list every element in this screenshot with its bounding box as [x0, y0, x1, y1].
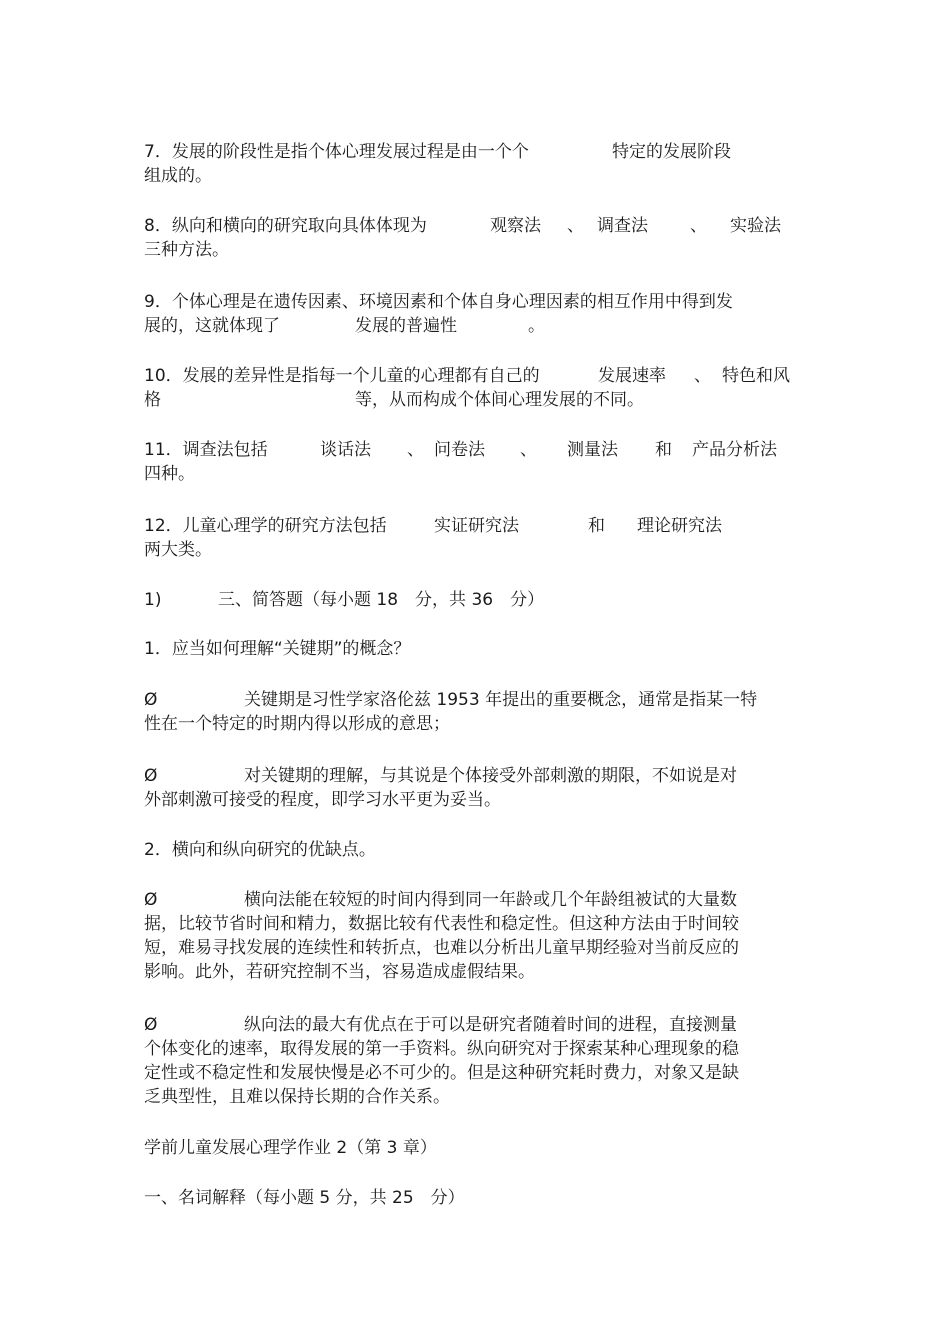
item-11-answer-4: 产品分析法	[692, 440, 777, 460]
homework-title: 学前儿童发展心理学作业 2（第 3 章）	[144, 1138, 437, 1158]
item-10-answer-1: 发展速率	[598, 366, 666, 386]
q2-answer-2-line2: 个体变化的速率，取得发展的第一手资料。纵向研究对于探索某种心理现象的稳	[144, 1039, 739, 1059]
item-7-answer: 特定的发展阶段	[612, 142, 731, 162]
question-2: 2．横向和纵向研究的优缺点。	[144, 840, 376, 860]
item-11-sep-1: 、	[407, 440, 424, 460]
item-8-answer-2: 调查法	[597, 216, 648, 236]
item-11-text: 11．调查法包括	[144, 440, 268, 460]
item-11-answer-2: 问卷法	[434, 440, 485, 460]
item-12-answer-2: 理论研究法	[637, 516, 722, 536]
q2-answer-1-line2: 据，比较节省时间和精力，数据比较有代表性和稳定性。但这种方法由于时间较	[144, 914, 739, 934]
q2-answer-2-line4: 乏典型性，且难以保持长期的合作关系。	[144, 1087, 450, 1107]
item-9-text: 展的，这就体现了	[144, 316, 280, 336]
item-9-line1: 9．个体心理是在遗传因素、环境因素和个体自身心理因素的相互作用中得到发	[144, 292, 733, 312]
item-11-answer-3: 测量法	[567, 440, 618, 460]
item-10-line2: 等，从而构成个体间心理发展的不同。	[355, 390, 644, 410]
section-3-title: 三、简答题（每小题 18 分，共 36 分）	[218, 590, 545, 610]
item-7-line2: 组成的。	[144, 166, 212, 186]
q1-answer-1-line2: 性在一个特定的时期内得以形成的意思；	[144, 714, 450, 734]
item-10-answer-2: 特色和风	[722, 366, 790, 386]
item-8-line2: 三种方法。	[144, 240, 229, 260]
item-12-text: 12．儿童心理学的研究方法包括	[144, 516, 387, 536]
item-11-line2: 四种。	[144, 464, 195, 484]
item-7-text: 7．发展的阶段性是指个体心理发展过程是由一个个	[144, 142, 529, 162]
item-8-sep-2: 、	[690, 216, 707, 236]
section-1-title: 一、名词解释（每小题 5 分，共 25 分）	[144, 1188, 465, 1208]
item-9-answer: 发展的普遍性	[355, 316, 457, 336]
section-3-number: 1)	[144, 590, 162, 610]
item-11-sep-2: 、	[520, 440, 537, 460]
item-11-and: 和	[655, 440, 672, 460]
q1-answer-1-line1: 关键期是习性学家洛伦兹 1953 年提出的重要概念，通常是指某一特	[244, 690, 758, 710]
item-10-sep: 、	[694, 366, 711, 386]
item-10-text: 10．发展的差异性是指每一个儿童的心理都有自己的	[144, 366, 540, 386]
q2-answer-1-line4: 影响。此外，若研究控制不当，容易造成虚假结果。	[144, 962, 535, 982]
bullet-icon: Ø	[144, 766, 158, 786]
q2-answer-1-line1: 横向法能在较短的时间内得到同一年龄或几个年龄组被试的大量数	[244, 890, 737, 910]
item-8-answer-3: 实验法	[730, 216, 781, 236]
item-11-answer-1: 谈话法	[320, 440, 371, 460]
item-8-sep-1: 、	[567, 216, 584, 236]
item-9-end: 。	[528, 316, 545, 336]
item-8-text: 8．纵向和横向的研究取向具体体现为	[144, 216, 427, 236]
q2-answer-2-line3: 定性或不稳定性和发展快慢是必不可少的。但是这种研究耗时费力，对象又是缺	[144, 1063, 739, 1083]
item-8-answer-1: 观察法	[490, 216, 541, 236]
q1-answer-2-line1: 对关键期的理解，与其说是个体接受外部刺激的期限，不如说是对	[244, 766, 737, 786]
item-12-line2: 两大类。	[144, 540, 212, 560]
bullet-icon: Ø	[144, 1015, 158, 1035]
q2-answer-2-line1: 纵向法的最大有优点在于可以是研究者随着时间的进程，直接测量	[244, 1015, 737, 1035]
item-12-answer-1: 实证研究法	[434, 516, 519, 536]
bullet-icon: Ø	[144, 890, 158, 910]
bullet-icon: Ø	[144, 690, 158, 710]
item-12-and: 和	[588, 516, 605, 536]
q2-answer-1-line3: 短，难易寻找发展的连续性和转折点，也难以分析出儿童早期经验对当前反应的	[144, 938, 739, 958]
item-10-answer-2-cont: 格	[144, 390, 161, 410]
question-1: 1．应当如何理解“关键期”的概念？	[144, 639, 411, 659]
q1-answer-2-line2: 外部刺激可接受的程度，即学习水平更为妥当。	[144, 790, 501, 810]
